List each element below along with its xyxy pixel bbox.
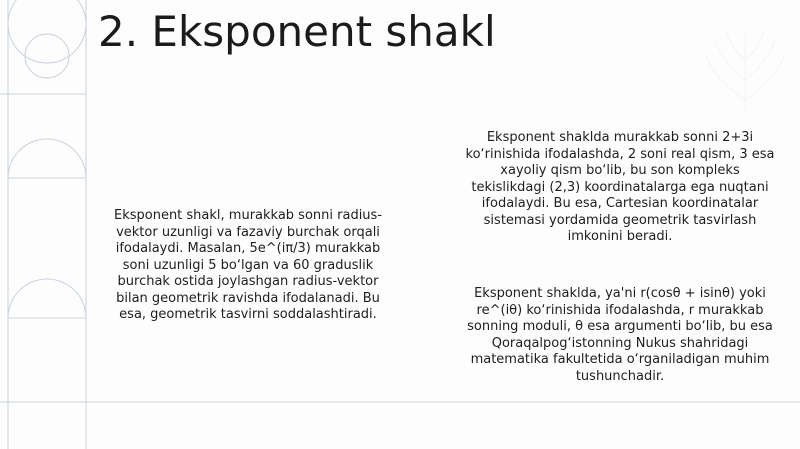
top-circle-inner — [25, 34, 69, 78]
slide-title: 2. Eksponent shakl — [98, 7, 496, 56]
top-circle-outer — [8, 0, 86, 63]
arch-bottom — [8, 279, 86, 318]
left-paragraph: Eksponent shakl, murakkab sonni radius- vektor uzunligi va fazaviy burchak orqali ifodalaydi. Masalan, 5e^(iπ/3) murakkab soni uzunligi 5 bo‘lgan va 60 graduslik burchak ostida joylashgan radius-vektor bilan geometrik ravishda ifodalanadi. Bu esa, geometrik tasvirni soddalashtiradi. — [113, 208, 383, 322]
right-paragraph-top: Eksponent shaklda murakkab sonni 2+3i ko‘rinishida ifodalashda, 2 soni real qism, 3 esa xayoliy qism bo‘lib, bu son kompleks tekislikdagi (2,3) koordinatalarga ega nuqtani ifodalaydi. Bu esa, Cartesian koordinatalar sistemasi yordamida geometrik tasvirlash imkonini beradi. — [465, 130, 775, 244]
right-paragraph-bottom: Eksponent shaklda, ya'ni r(cosθ + isinθ) yoki re^(iθ) ko‘rinishida ifodalashda, r murakkab sonning moduli, θ esa argumenti bo‘lib, bu esa Qoraqalpog‘istonning Nukus shahridagi matematika fakultetida o‘rganiladigan muhim tushunchadir. — [467, 286, 773, 384]
leaf-watermark — [705, 30, 785, 110]
arch-top — [8, 139, 86, 178]
